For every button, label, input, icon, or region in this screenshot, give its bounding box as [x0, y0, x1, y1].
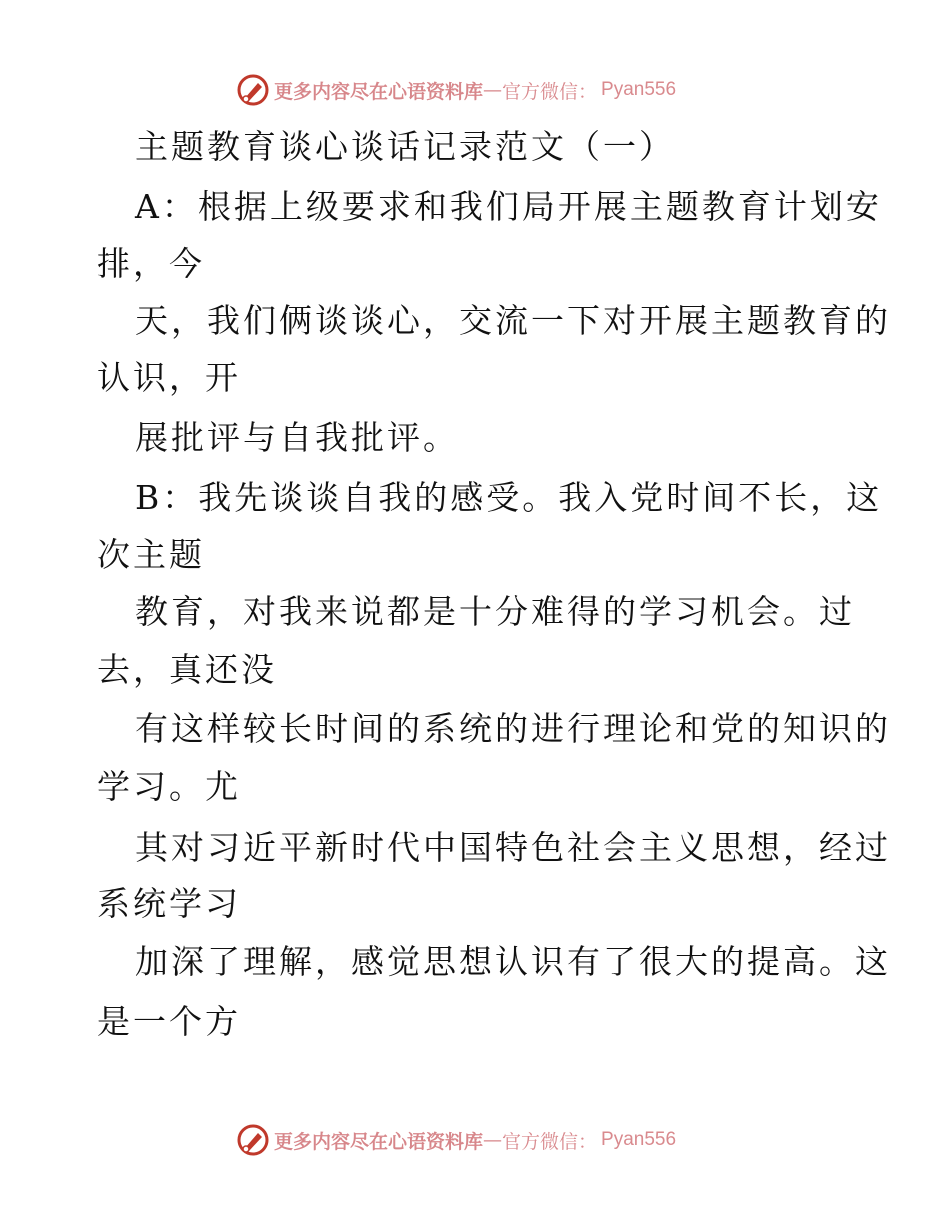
footer-watermark-banner	[0, 1120, 950, 1160]
text-line: 去，真还没	[97, 650, 277, 689]
text-line: 展批评与自我批评。	[135, 418, 459, 457]
text-line: 有这样较长时间的系统的进行理论和党的知识的	[135, 709, 891, 748]
text-line: 是一个方	[97, 1002, 241, 1041]
text-line: 排，今	[97, 244, 205, 283]
document-title: 主题教育谈心谈话记录范文（一）	[135, 127, 675, 166]
watermark-wechat-label: 官方微信：	[502, 80, 598, 103]
pen-logo-icon	[236, 73, 270, 107]
header-watermark	[236, 72, 676, 108]
text-line: 加深了理解，感觉思想认识有了很大的提高。这	[135, 942, 891, 981]
watermark-wechat-label: 官方微信：	[502, 1130, 598, 1153]
text-line: 学习。尤	[97, 767, 241, 806]
watermark-dash: —	[483, 1129, 503, 1151]
text-line: 其对习近平新时代中国特色社会主义思想，经过	[135, 828, 891, 867]
watermark-main-text: 更多内容尽在心语资料库	[274, 1130, 484, 1153]
text-line: 教育，对我来说都是十分难得的学习机会。过	[135, 592, 855, 631]
text-line: 次主题	[97, 535, 205, 574]
text-line: 系统学习	[97, 884, 241, 923]
footer-watermark	[236, 1122, 676, 1158]
text-line: 认识，开	[97, 358, 241, 397]
text-line: 天，我们俩谈谈心，交流一下对开展主题教育的	[135, 301, 891, 340]
watermark-wechat-handle: Pyan556	[601, 79, 677, 100]
watermark-main-text: 更多内容尽在心语资料库	[274, 80, 484, 103]
text-line: A：根据上级要求和我们局开展主题教育计划安	[135, 187, 882, 226]
watermark-wechat-handle: Pyan556	[601, 1129, 677, 1150]
pen-logo-icon	[236, 1123, 270, 1157]
text-line: B：我先谈谈自我的感受。我入党时间不长，这	[135, 478, 883, 517]
watermark-dash: —	[483, 79, 503, 101]
header-watermark-banner	[0, 70, 950, 110]
